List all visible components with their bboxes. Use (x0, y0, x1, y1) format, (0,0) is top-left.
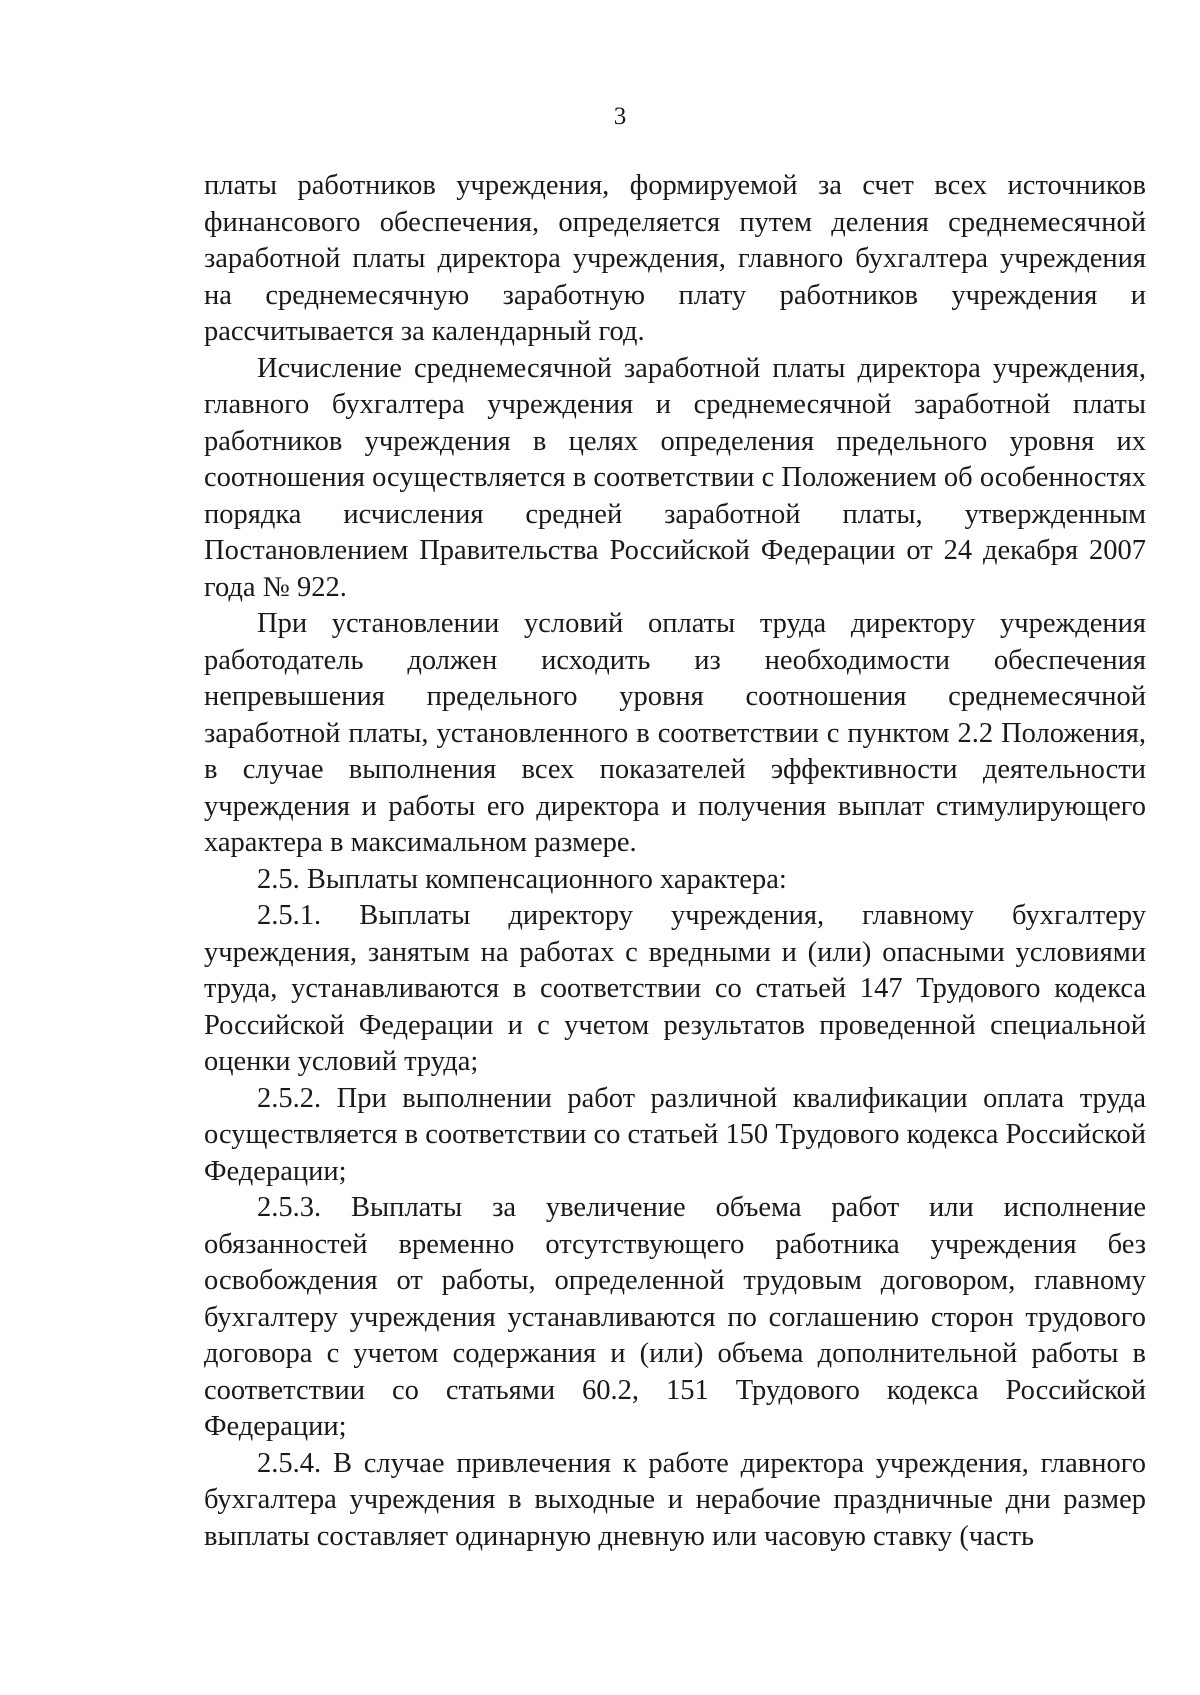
clause-2-5-3: 2.5.3. Выплаты за увеличение объема работ или исполнение обязанностей временно отсутствующего работника учреждения без освобождения от работы, определенной трудовым договором, главному бухгалтеру учреждения устанавливаются по соглашению сторон трудового договора с учетом содержания и (или) объема дополнительной работы в соответствии со статьями 60.2, 151 Трудового кодекса Российской Федерации; (204, 1192, 1146, 1442)
paragraph-continuation: платы работников учреждения, формируемой за счет всех источников финансового обеспечения, определяется путем деления среднемесячной заработной платы директора учреждения, главного бухгалтера учреждения на среднемесячную заработную плату работников учреждения и рассчитывается за календарный год. (204, 170, 1146, 347)
document-body (204, 168, 1146, 1555)
clause-2-5-4: 2.5.4. В случае привлечения к работе директора учреждения, главного бухгалтера учреждения в выходные и нерабочие праздничные дни размер выплаты составляет одинарную дневную или часовую ставку (часть (204, 1447, 1146, 1552)
paragraph-salary-calculation: Исчисление среднемесячной заработной платы директора учреждения, главного бухгалтера учреждения и среднемесячной заработной платы работников учреждения в целях определения предельного уровня их соотношения осуществляется в соответствии с Положением об особенностях порядка исчисления средней заработной платы, утвержденным Постановлением Правительства Российской Федерации от 24 декабря 2007 года № 922. (204, 352, 1146, 603)
clause-2-5-2: 2.5.2. При выполнении работ различной квалификации оплата труда осуществляется в соответствии со статьей 150 Трудового кодекса Российской Федерации; (204, 1082, 1146, 1187)
page-number: 3 (613, 103, 627, 130)
paragraph-director-pay-conditions: При установлении условий оплаты труда директору учреждения работодатель должен исходить из необходимости обеспечения непревышения предельного уровня соотношения среднемесячной заработной платы, установленного в соответствии с пунктом 2.2 Положения, в случае выполнения всех показателей эффективности деятельности учреждения и работы его директора и получения выплат стимулирующего характера в максимальном размере. (204, 608, 1146, 858)
section-heading-2-5: 2.5. Выплаты компенсационного характера: (257, 863, 787, 895)
clause-2-5-1: 2.5.1. Выплаты директору учреждения, главному бухгалтеру учреждения, занятым на работах с вредными и (или) опасными условиями труда, устанавливаются в соответствии со статьей 147 Трудового кодекса Российской Федерации и с учетом результатов проведенной специальной оценки условий труда; (204, 900, 1146, 1077)
